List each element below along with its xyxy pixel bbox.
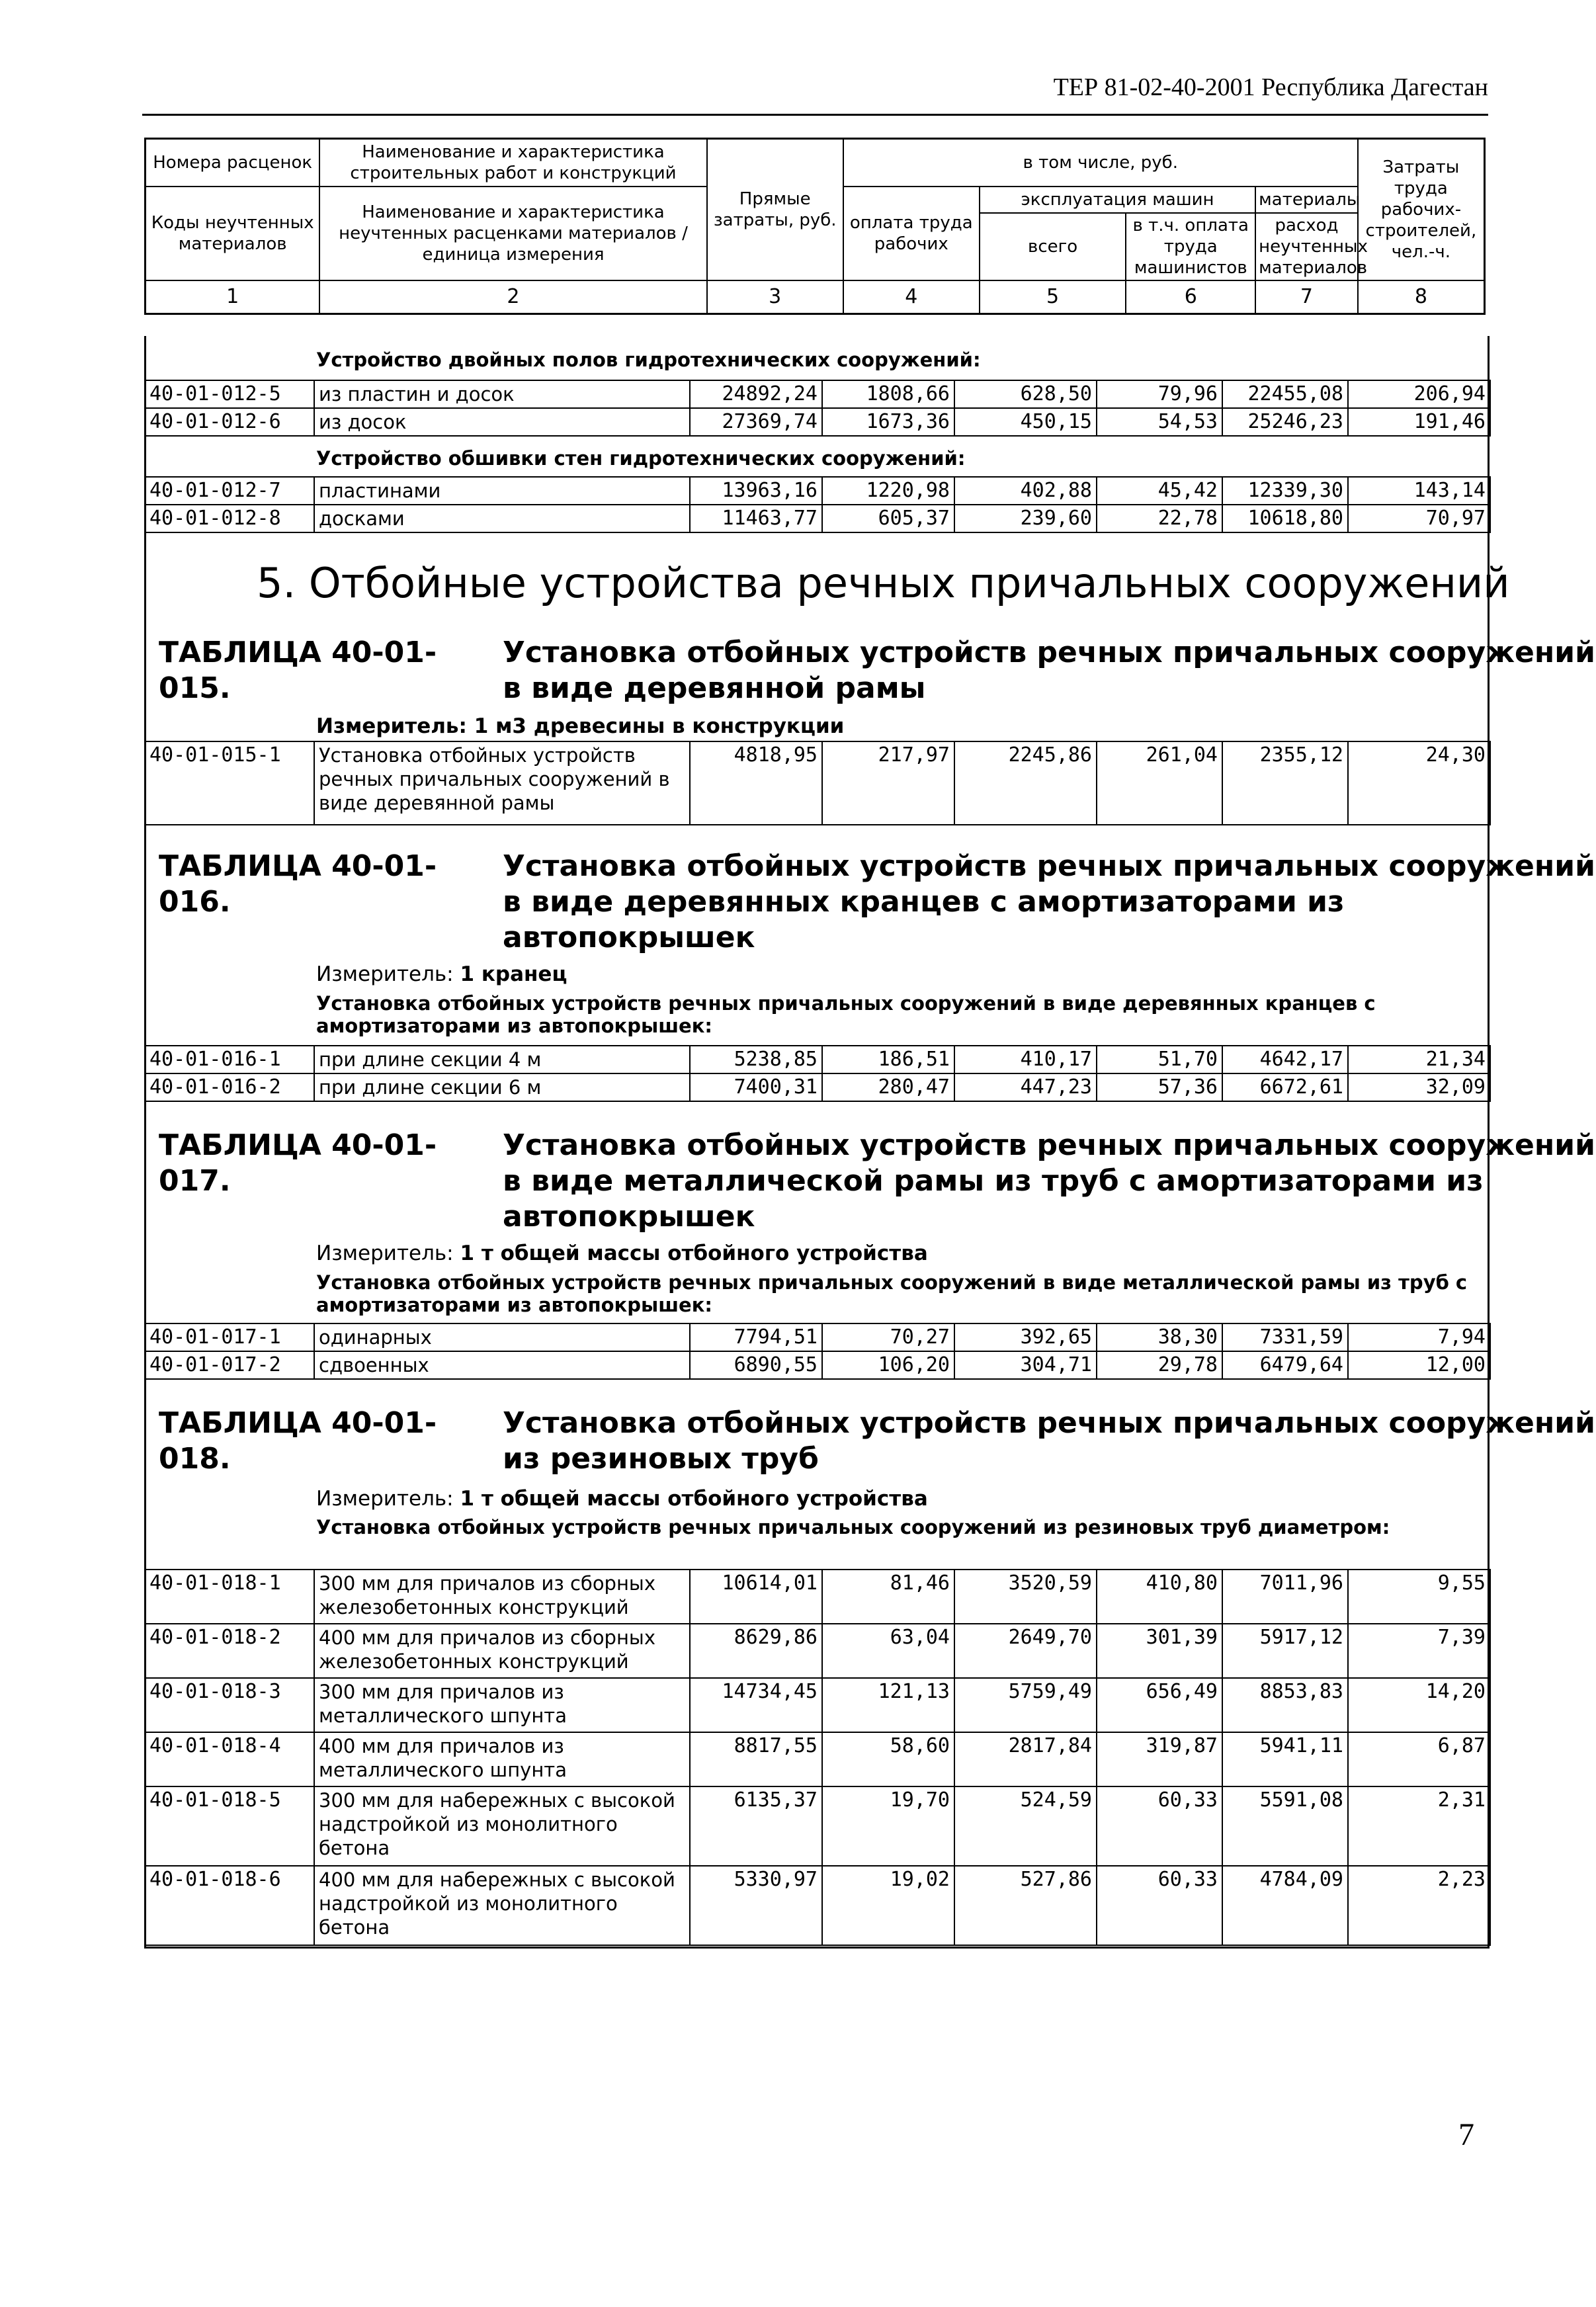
group-title: Установка отбойных устройств речных причальных сооружений в виде металлической рамы из труб с амортизаторами из автопокрышек: [316,1271,1468,1316]
rate-code: 40-01-012-8 [145,505,314,532]
table-row [145,1570,1490,1624]
table-row [145,1073,1490,1101]
machinists-wages: 656,49 [1097,1678,1222,1732]
rate-name: при длине секции 6 м [314,1073,690,1101]
table-row [145,505,1490,532]
col-materials-use: расход неучтенных материалов [1255,213,1358,280]
col-number: 4 [843,280,980,314]
table-title [159,635,1595,706]
machinists-wages: 319,87 [1097,1732,1222,1786]
direct-cost: 10614,01 [690,1570,822,1624]
labor-cost: 206,94 [1348,380,1490,408]
col-number: 7 [1255,280,1358,314]
rate-code: 40-01-015-1 [145,741,314,825]
table-number: ТАБЛИЦА 40-01-017. [159,1128,437,1198]
machinists-wages: 57,36 [1097,1073,1222,1101]
wages-cost: 1673,36 [822,408,954,436]
machines-cost: 524,59 [954,1786,1097,1866]
rate-code: 40-01-012-6 [145,408,314,436]
table-row [145,1732,1490,1786]
materials-cost: 6479,64 [1222,1351,1348,1379]
section-title: 5. Отбойные устройства речных причальных сооружений [257,559,1510,607]
machinists-wages: 29,78 [1097,1351,1222,1379]
col-wages: оплата труда рабочих [843,187,980,280]
wages-cost: 1808,66 [822,380,954,408]
rate-name: сдвоенных [314,1351,690,1379]
table-row [145,1046,1490,1073]
table-row [145,1624,1490,1678]
materials-cost: 5591,08 [1222,1786,1348,1866]
rate-name: 300 мм для причалов из сборных железобетонных конструкций [314,1570,690,1624]
measure-label: Измеритель: [316,1487,460,1511]
wages-cost: 58,60 [822,1732,954,1786]
measure-value: 1 т общей массы отбойного устройства [460,1487,928,1511]
table-number: ТАБЛИЦА 40-01-015. [159,636,437,705]
direct-cost: 6890,55 [690,1351,822,1379]
materials-cost: 4784,09 [1222,1866,1348,1945]
measure-unit [316,1241,928,1265]
machines-cost: 628,50 [954,380,1097,408]
rates-table [144,476,1491,533]
rate-name: 400 мм для причалов из металлического шпунта [314,1732,690,1786]
wages-cost: 70,27 [822,1323,954,1351]
materials-cost: 7331,59 [1222,1323,1348,1351]
materials-cost: 5941,11 [1222,1732,1348,1786]
machines-cost: 447,23 [954,1073,1097,1101]
direct-cost: 13963,16 [690,477,822,505]
wages-cost: 605,37 [822,505,954,532]
direct-cost: 14734,45 [690,1678,822,1732]
rate-name: одинарных [314,1323,690,1351]
materials-cost: 12339,30 [1222,477,1348,505]
direct-cost: 5330,97 [690,1866,822,1945]
table-title [159,1128,1595,1234]
direct-cost: 27369,74 [690,408,822,436]
labor-cost: 143,14 [1348,477,1490,505]
machinists-wages: 301,39 [1097,1624,1222,1678]
col-machines: эксплуатация машин [980,187,1255,213]
labor-cost: 14,20 [1348,1678,1490,1732]
group-title: Устройство обшивки стен гидротехнических сооружений: [316,447,966,470]
machinists-wages: 261,04 [1097,741,1222,825]
measure-unit [316,962,567,986]
wages-cost: 81,46 [822,1570,954,1624]
machines-cost: 5759,49 [954,1678,1097,1732]
table-number: ТАБЛИЦА 40-01-018. [159,1406,437,1476]
direct-cost: 7794,51 [690,1323,822,1351]
machinists-wages: 22,78 [1097,505,1222,532]
wages-cost: 217,97 [822,741,954,825]
measure-unit [316,1487,928,1511]
machinists-wages: 38,30 [1097,1323,1222,1351]
materials-cost: 4642,17 [1222,1046,1348,1073]
direct-cost: 6135,37 [690,1786,822,1866]
rate-code: 40-01-017-2 [145,1351,314,1379]
col-code-bottom: Коды неучтенных материалов [146,187,320,280]
col-direct: Прямые затраты, руб. [707,139,843,281]
rate-code: 40-01-012-5 [145,380,314,408]
group-title: Установка отбойных устройств речных причальных сооружений из резиновых труб диаметром: [316,1516,1390,1538]
page-number: 7 [1458,2117,1474,2152]
rate-code: 40-01-018-1 [145,1570,314,1624]
rate-name: 400 мм для причалов из сборных железобетонных конструкций [314,1624,690,1678]
rate-code: 40-01-018-5 [145,1786,314,1866]
rates-table [144,741,1491,825]
materials-cost: 10618,80 [1222,505,1348,532]
measure-value: 1 т общей массы отбойного устройства [460,1241,928,1265]
labor-cost: 2,23 [1348,1866,1490,1945]
rate-code: 40-01-016-2 [145,1073,314,1101]
direct-cost: 24892,24 [690,380,822,408]
machinists-wages: 51,70 [1097,1046,1222,1073]
materials-cost: 25246,23 [1222,408,1348,436]
rate-name: 300 мм для набережных с высокой надстройкой из монолитного бетона [314,1786,690,1866]
direct-cost: 11463,77 [690,505,822,532]
labor-cost: 7,94 [1348,1323,1490,1351]
group-title: Устройство двойных полов гидротехнических сооружений: [316,349,981,371]
table-row [145,477,1490,505]
machines-cost: 3520,59 [954,1570,1097,1624]
labor-cost: 191,46 [1348,408,1490,436]
rate-name: 400 мм для набережных с высокой надстройкой из монолитного бетона [314,1866,690,1945]
machines-cost: 2817,84 [954,1732,1097,1786]
direct-cost: 8817,55 [690,1732,822,1786]
materials-cost: 6672,61 [1222,1073,1348,1101]
measure-label: Измеритель: [316,962,460,986]
labor-cost: 12,00 [1348,1351,1490,1379]
machines-cost: 450,15 [954,408,1097,436]
rate-name: 300 мм для причалов из металлического шпунта [314,1678,690,1732]
machinists-wages: 79,96 [1097,380,1222,408]
col-machines-total: всего [980,213,1126,280]
wages-cost: 280,47 [822,1073,954,1101]
labor-cost: 70,97 [1348,505,1490,532]
table-row [145,380,1490,408]
rates-table [144,380,1491,437]
wages-cost: 186,51 [822,1046,954,1073]
table-row [145,1323,1490,1351]
col-labor: Затраты труда рабочих-строителей, чел.-ч. [1358,139,1485,281]
labor-cost: 32,09 [1348,1073,1490,1101]
col-materials: материалы [1255,187,1358,213]
machinists-wages: 410,80 [1097,1570,1222,1624]
wages-cost: 19,02 [822,1866,954,1945]
rate-name: при длине секции 4 м [314,1046,690,1073]
labor-cost: 6,87 [1348,1732,1490,1786]
rate-code: 40-01-018-4 [145,1732,314,1786]
machines-cost: 527,86 [954,1866,1097,1945]
materials-cost: 2355,12 [1222,741,1348,825]
direct-cost: 4818,95 [690,741,822,825]
machines-cost: 2649,70 [954,1624,1097,1678]
col-code-top: Номера расценок [146,139,320,187]
direct-cost: 5238,85 [690,1046,822,1073]
table-row [145,1351,1490,1379]
col-number: 6 [1126,280,1255,314]
header-rule [142,114,1488,116]
col-number: 3 [707,280,843,314]
machinists-wages: 45,42 [1097,477,1222,505]
rates-table [144,1569,1491,1946]
machinists-wages: 60,33 [1097,1866,1222,1945]
rate-code: 40-01-018-6 [145,1866,314,1945]
machines-cost: 392,65 [954,1323,1097,1351]
table-row [145,408,1490,436]
col-incl: в том числе, руб. [843,139,1358,187]
labor-cost: 7,39 [1348,1624,1490,1678]
table-caption: Установка отбойных устройств речных причальных сооружений в виде деревянной рамы [503,636,1595,705]
rate-code: 40-01-016-1 [145,1046,314,1073]
table-row [145,741,1490,825]
direct-cost: 7400,31 [690,1073,822,1101]
rates-table [144,1323,1491,1380]
rate-name: досками [314,505,690,532]
machines-cost: 304,71 [954,1351,1097,1379]
table-row [145,1786,1490,1866]
rate-code: 40-01-018-3 [145,1678,314,1732]
rates-table [144,1045,1491,1102]
table-caption: Установка отбойных устройств речных причальных сооружений из резиновых труб [503,1406,1595,1476]
table-caption: Установка отбойных устройств речных причальных сооружений в виде металлической рамы из труб с амортизаторами из автопокрышек [503,1128,1595,1234]
document-header: ТЕР 81-02-40-2001 Республика Дагестан [1053,73,1488,101]
measure-label: Измеритель: [316,1241,460,1265]
materials-cost: 5917,12 [1222,1624,1348,1678]
machines-cost: 2245,86 [954,741,1097,825]
group-title: Установка отбойных устройств речных причальных сооружений в виде деревянных кранцев с амортизаторами из автопокрышек: [316,992,1376,1037]
table-caption: Установка отбойных устройств речных причальных сооружений в виде деревянных кранцев с амортизаторами из автопокрышек [503,849,1595,954]
column-header-table [144,138,1486,315]
col-number: 1 [146,280,320,314]
rate-name: из досок [314,408,690,436]
table-row [145,1866,1490,1945]
wages-cost: 19,70 [822,1786,954,1866]
materials-cost: 7011,96 [1222,1570,1348,1624]
wages-cost: 1220,98 [822,477,954,505]
materials-cost: 8853,83 [1222,1678,1348,1732]
col-machines-wages: в т.ч. оплата труда машинистов [1126,213,1255,280]
machinists-wages: 54,53 [1097,408,1222,436]
col-name-bottom: Наименование и характеристика неучтенных расценками материалов / единица измерения [319,187,706,280]
rate-name: из пластин и досок [314,380,690,408]
machines-cost: 410,17 [954,1046,1097,1073]
machines-cost: 402,88 [954,477,1097,505]
labor-cost: 24,30 [1348,741,1490,825]
direct-cost: 8629,86 [690,1624,822,1678]
wages-cost: 121,13 [822,1678,954,1732]
col-number: 5 [980,280,1126,314]
col-number: 2 [319,280,706,314]
wages-cost: 63,04 [822,1624,954,1678]
table-title [159,1405,1595,1477]
col-number: 8 [1358,280,1485,314]
labor-cost: 9,55 [1348,1570,1490,1624]
materials-cost: 22455,08 [1222,380,1348,408]
measure-value: 1 кранец [460,962,567,986]
labor-cost: 21,34 [1348,1046,1490,1073]
labor-cost: 2,31 [1348,1786,1490,1866]
rate-code: 40-01-012-7 [145,477,314,505]
machinists-wages: 60,33 [1097,1786,1222,1866]
table-row [145,1678,1490,1732]
wages-cost: 106,20 [822,1351,954,1379]
rate-code: 40-01-017-1 [145,1323,314,1351]
rate-code: 40-01-018-2 [145,1624,314,1678]
col-name-top: Наименование и характеристика строительных работ и конструкций [319,139,706,187]
rate-name: пластинами [314,477,690,505]
rate-name: Установка отбойных устройств речных причальных сооружений в виде деревянной рамы [314,741,690,825]
table-title [159,849,1595,954]
machines-cost: 239,60 [954,505,1097,532]
table-number: ТАБЛИЦА 40-01-016. [159,849,437,919]
measure-unit: Измеритель: 1 м3 древесины в конструкции [316,714,845,738]
